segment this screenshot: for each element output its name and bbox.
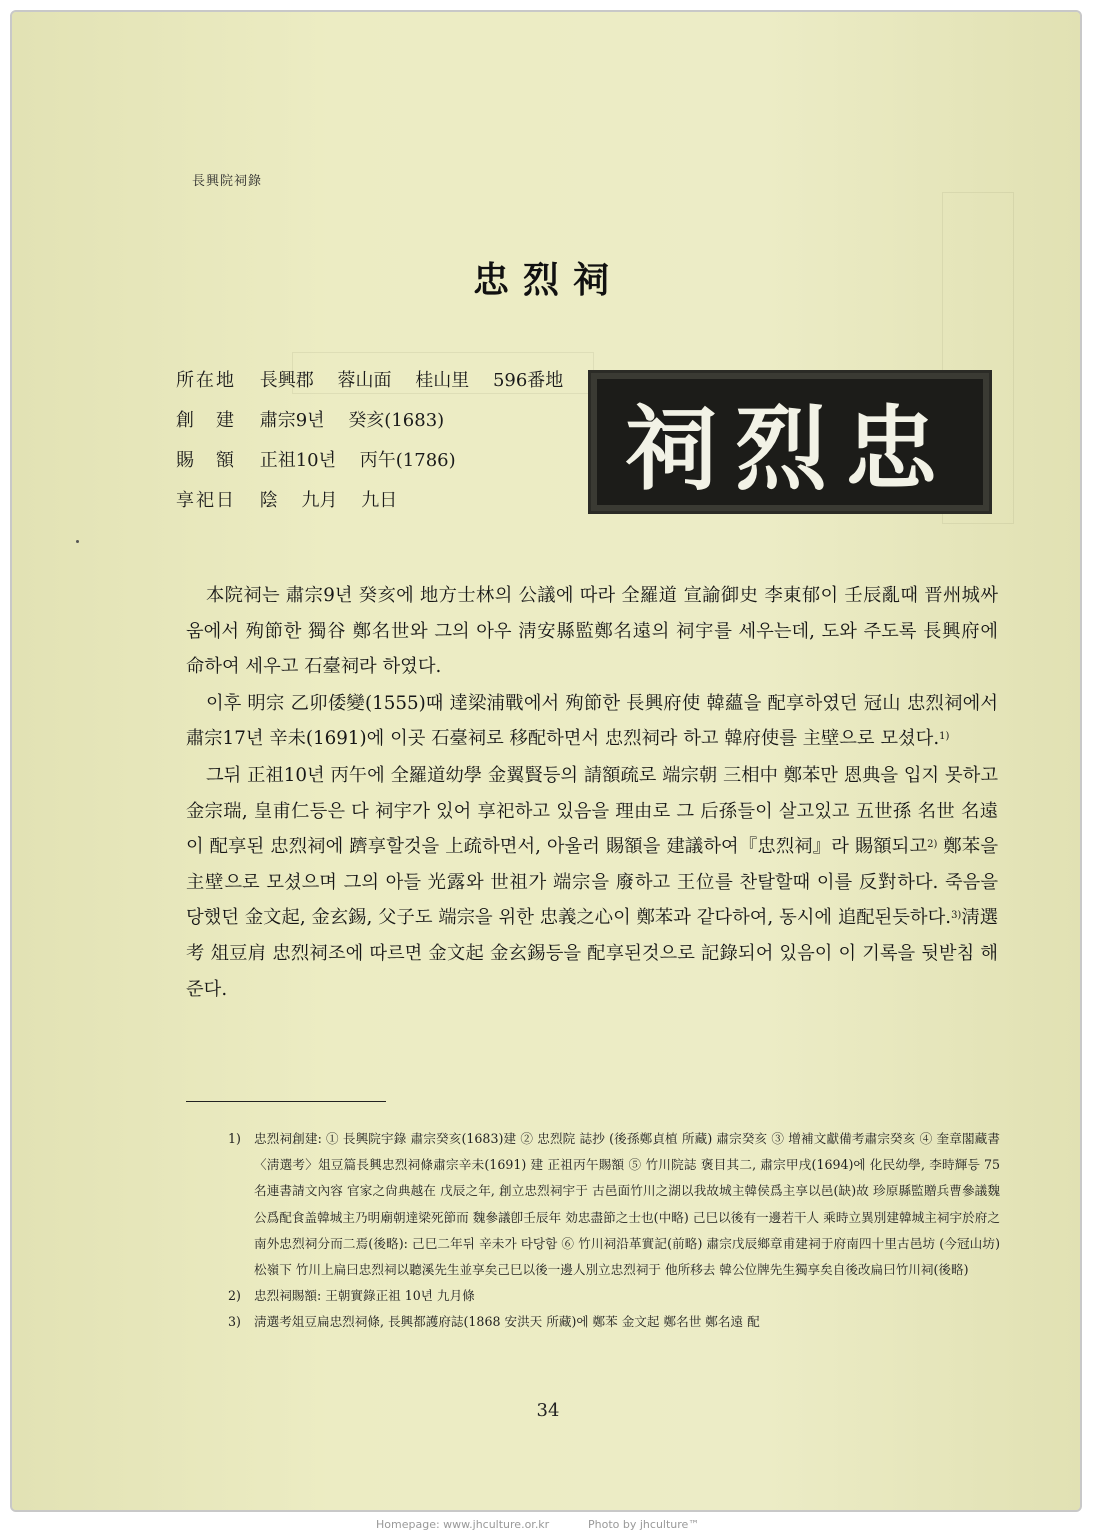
speck [76,540,79,543]
footnote [228,1126,1000,1283]
info-value: 蓉山面 [337,370,392,391]
footnote-text: 忠烈祠創建: ① 長興院宇錄 肅宗癸亥(1683)建 ② 忠烈院 誌抄 (後孫鄭貞植 所藏) 肅宗癸亥 ③ 增補文獻備考肅宗癸亥 ④ 奎章閣藏書〈淸選考〉俎豆篇長興忠烈祠條肅宗辛未(1691) 建 正祖丙午賜額 ⑤ 竹川院誌 褒目其二, 肅宗甲戌(1694)에 化民幼學, 李時輝등 75名連書請文內容 官家之尙典越在 戊辰之年, 創立忠烈祠宇于 古邑面竹川之湖以我故城主韓侯爲主享以邑(缺)故 珍原縣監贈兵曹參議魏公爲配食盖韓城主乃明廟朝達梁死節而 魏參議卽壬辰年 効忠盡節之士也(中略) 己巳以後有一邊若干人 乘時立異別建韓城主祠宇於府之南外忠烈祠分而二焉(後略): 己巳二年뒤 辛未가 타당함 ⑥ 竹川祠沿革實記(前略) 肅宗戊辰鄉章甫建祠于府南四十里古邑坊 (今冠山坊) 松嶺下 竹川上扁曰忠烈祠以聽溪先生並享矣己巳以後一邊人別立忠烈祠于 他所移去 韓公位牌先生獨享矣自後改扁曰竹川祠(後略) [254,1131,1000,1278]
homepage-credit: Homepage: www.jhculture.or.kr [376,1518,550,1531]
footnote-text: 忠烈祠賜額: 王朝實錄正祖 10년 九月條 [254,1288,475,1304]
footnote-text: 淸選考俎豆扁忠烈祠條, 長興都護府誌(1868 安洪天 所藏)에 鄭苯 金文起 鄭名世 鄭名遠 配 [254,1314,760,1330]
page-title: 忠烈祠 [472,259,623,301]
info-value: 癸亥(1683) [348,410,445,431]
paragraph-text: 이후 明宗 乙卯倭變(1555)때 達梁浦戰에서 殉節한 長興府使 韓蘊을 配享하였던 冠山 忠烈祠에서 肅宗17년 辛未(1691)에 이곳 石臺祠로 移配하면서 忠烈祠라 하고 韓府使를 主壁으로 모셨다. [186,692,998,750]
info-value: 正祖10년 [259,450,337,471]
paragraph-text: 鄭苯을 主壁으로 모셨으며 그의 아들 光露와 世祖가 端宗을 廢하고 王位를 찬탈할때 이를 反對하다. 죽음을 당했던 金文起, 金玄錫, 父子도 端宗을 위한 忠義之心이 鄭苯과 같다하여, 동시에 追配된듯하다. [186,836,998,929]
info-block [176,366,581,526]
info-label: 享祀日 [176,490,236,511]
info-row [176,406,581,446]
info-value: 丙午(1786) [359,450,456,471]
plaque-text: 祠烈忠 [624,395,955,503]
footnote-ref: 1) [939,731,950,743]
paragraph-text: 本院祠는 肅宗9년 癸亥에 地方士林의 公議에 따라 全羅道 宣諭御史 李東郁이 壬辰亂때 晋州城싸움에서 殉節한 獨谷 鄭名世와 그의 아우 淸安縣監鄭名遠의 祠宇를 세우는데, 도와 주도록 長興府에 命하여 세우고 石臺祠라 하였다. [186,585,998,678]
paragraph-text: 그뒤 正祖10년 丙午에 全羅道幼學 金翼賢등의 請額疏로 端宗朝 三相中 鄭苯만 恩典을 입지 못하고 金宗瑞, 皇甫仁등은 다 祠宇가 있어 享祀하고 있음을 理由로 그 后孫들이 살고있고 五世孫 名世 名遠이 配享된 忠烈祠에 躋享할것을 上疏하면서, 아울러 賜額을 建議하여『忠烈祠』라 賜額되고 [186,764,998,858]
paragraph [186,758,998,1007]
info-row [176,446,581,486]
info-value: 肅宗9년 [259,410,325,431]
info-value: 長興郡 [259,370,314,391]
shrine-plaque-photo [588,370,992,514]
info-label: 所在地 [176,370,236,391]
footnote-ref: 3) [951,910,962,922]
footnote [228,1283,1000,1309]
footnote-number: 3) [228,1314,241,1330]
info-value: 九日 [361,490,398,511]
footnote-divider [186,1101,386,1102]
page-number: 34 [536,1400,560,1421]
running-head: 長興院祠錄 [192,174,263,189]
info-value: 596番地 [492,370,564,391]
photo-credit: Photo by jhculture™ [588,1518,700,1531]
info-row [176,366,581,406]
info-value: 桂山里 [415,370,470,391]
footnote-number: 2) [228,1288,241,1304]
info-row [176,486,581,526]
info-value: 九月 [301,490,338,511]
paragraph-text: 淸選考 俎豆肩 忠烈祠조에 따르면 金文起 金玄錫등을 配享된것으로 記錄되어 있음이 이 기록을 뒷받침 해 준다. [186,907,998,1000]
info-label: 賜 額 [176,450,236,471]
body-text [186,578,998,1007]
info-value: 陰 [259,490,278,511]
footnote-number: 1) [228,1131,241,1146]
info-label: 創 建 [176,410,236,431]
footnote-ref: 2) [927,839,938,851]
footnotes [228,1126,1000,1336]
paragraph [186,686,998,757]
footer [0,1516,1096,1534]
footnote [228,1309,1000,1335]
paragraph [186,578,998,685]
